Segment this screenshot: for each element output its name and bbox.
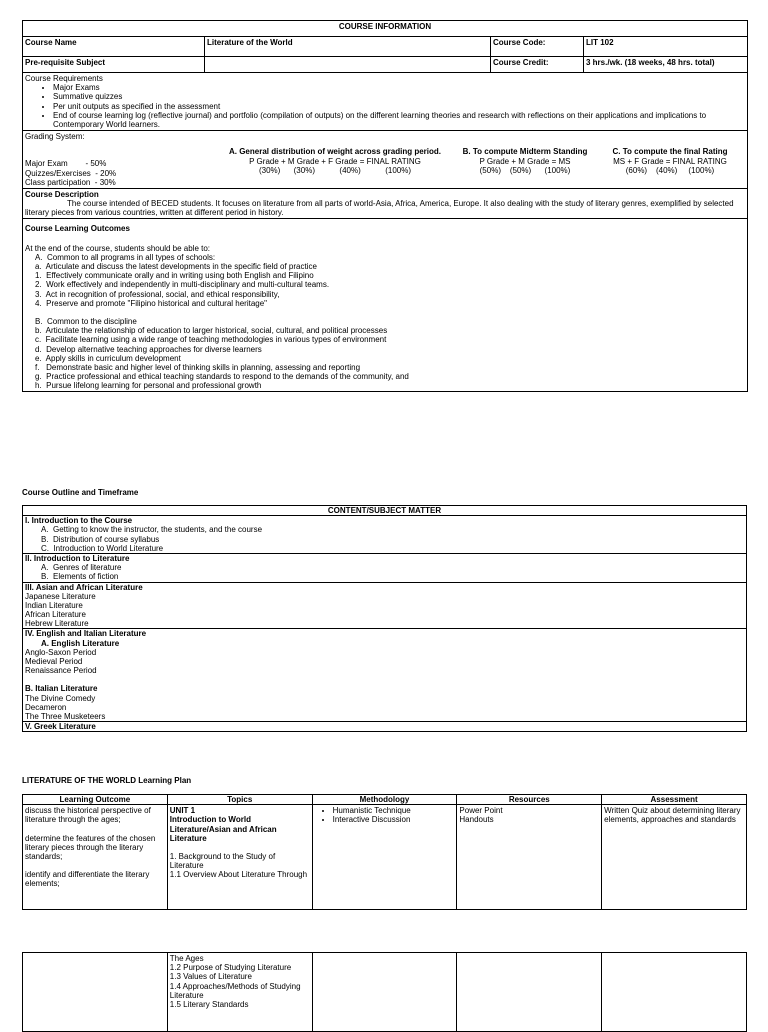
- outcome-item: 1. Effectively communicate orally and in writing using both English and Filipino: [35, 271, 314, 281]
- plan-topics-cell: [167, 953, 312, 1032]
- grading-b-weights: (50%) (50%) (100%): [479, 165, 571, 175]
- prereq-value: [205, 57, 491, 73]
- grading-cell: [23, 131, 748, 189]
- requirements-cell: [23, 73, 748, 131]
- requirement-item: • End of course learning log (reflective journal) and portfolio (compilation of outputs) on the different learning theories and research with reflections on their applications and implications to Contemporary World learners.: [53, 111, 745, 129]
- outline-item: B. Distribution of course syllabus: [41, 534, 160, 544]
- plan-topic-item: 1.1 Overview About Literature Through: [169, 870, 308, 880]
- outline-header: CONTENT/SUBJECT MATTER: [23, 506, 747, 516]
- plan-header-topics: Topics: [167, 795, 312, 805]
- outline-item: Hebrew Literature: [25, 619, 89, 629]
- outline-title: Course Outline and Timeframe: [22, 488, 139, 497]
- course-name-label: Course Name: [23, 37, 205, 57]
- outcome-item: 2. Work effectively and independently in multi-disciplinary and multi-cultural teams.: [35, 280, 330, 290]
- outline-section-title: III. Asian and African Literature: [25, 582, 143, 592]
- description-label: Course Description: [25, 189, 99, 199]
- outcomes-cell: [23, 219, 748, 392]
- outline-section-title: I. Introduction to the Course: [25, 516, 133, 526]
- requirement-item: • Major Exams: [53, 83, 745, 92]
- outcome-item: c. Facilitate learning using a wide range of teaching methodologies in various types of environment: [35, 335, 387, 345]
- grading-a-title: A. General distribution of weight across grading period.: [228, 147, 442, 157]
- plan-method-item: • Humanistic Technique: [333, 806, 455, 815]
- outline-subsection-title: B. Italian Literature: [25, 684, 98, 694]
- description-text: The course intended of BECED students. It focuses on literature from all parts of world-Asia, Africa, America, Europe. It also dealing with the study of literary genres, exemplified by selected literary pieces from various countries, written at different period in history.: [25, 199, 734, 218]
- outline-item: The Divine Comedy: [25, 693, 96, 703]
- outline-section-title: IV. English and Italian Literature: [25, 629, 147, 639]
- grading-c-weights: (60%) (40%) (100%): [625, 165, 715, 175]
- plan-methodology-cell: [312, 953, 457, 1032]
- outcome-item: e. Apply skills in curriculum development: [35, 353, 181, 363]
- grading-b: [455, 147, 595, 187]
- outcome-item: d. Develop alternative teaching approaches for diverse learners: [35, 344, 262, 354]
- plan-table-continued: [22, 952, 747, 1032]
- outline-item: C. Introduction to World Literature: [41, 543, 164, 553]
- outline-section-5: V. Greek Literature: [23, 722, 747, 732]
- outline-section-2: [23, 553, 747, 582]
- plan-resources-cell: [457, 953, 602, 1032]
- plan-header-outcome: Learning Outcome: [23, 795, 168, 805]
- plan-table: [22, 794, 747, 910]
- grading-item: Quizzes/Exercises - 20%: [25, 168, 117, 178]
- grading-a: [215, 147, 455, 187]
- outline-item: Anglo-Saxon Period: [25, 647, 97, 657]
- plan-topic-item: 1.4 Approaches/Methods of Studying Literature: [169, 981, 301, 1000]
- course-code-label: Course Code:: [491, 37, 584, 57]
- plan-methodology-cell: [312, 805, 457, 910]
- course-credit-label: Course Credit:: [491, 57, 584, 73]
- outline-item: African Literature: [25, 610, 86, 620]
- requirement-item: • Per unit outputs as specified in the assessment: [53, 102, 745, 111]
- course-credit-value: 3 hrs./wk. (18 weeks, 48 hrs. total): [584, 57, 748, 73]
- outcome-item: A. Common to all programs in all types of schools:: [35, 252, 216, 262]
- description-cell: [23, 188, 748, 219]
- plan-assessment-cell: [602, 953, 747, 1032]
- course-code-value: LIT 102: [584, 37, 748, 57]
- grading-c-title: C. To compute the final Rating: [612, 147, 728, 157]
- outline-item: Japanese Literature: [25, 591, 96, 601]
- plan-assessment-cell: Written Quiz about determining literary elements, approaches and standards: [602, 805, 747, 910]
- grading-b-formula: P Grade + M Grade = MS: [479, 156, 571, 166]
- requirement-item: • Summative quizzes: [53, 92, 745, 101]
- outline-section-3: [23, 582, 747, 629]
- plan-topics-cell: [167, 805, 312, 910]
- plan-topic-item: 1. Background to the Study of Literature: [169, 851, 276, 871]
- plan-outcome-item: determine the features of the chosen literary pieces through the literary standards;: [25, 833, 156, 861]
- outline-item: The Three Musketeers: [25, 711, 106, 721]
- requirements-list: [25, 83, 745, 129]
- outcome-item: a. Articulate and discuss the latest developments in the specific field of practice: [35, 262, 317, 271]
- outline-item: A. Genres of literature: [41, 563, 122, 573]
- plan-outcome-item: discuss the historical perspective of literature through the ages;: [25, 806, 151, 825]
- grading-c-formula: MS + F Grade = FINAL RATING: [613, 156, 727, 166]
- plan-resource-item: Handouts: [459, 815, 494, 825]
- outline-item: Renaissance Period: [25, 666, 97, 676]
- outline-section-4: [23, 629, 747, 722]
- requirements-label: Course Requirements: [25, 74, 103, 83]
- outline-table: [22, 505, 747, 732]
- plan-outcome-item: identify and differentiate the literary elements;: [25, 870, 150, 889]
- outcome-item: 3. Act in recognition of professional, social, and ethical responsibility,: [35, 289, 280, 299]
- outline-item: B. Elements of fiction: [41, 572, 119, 582]
- grading-a-weights: (30%) (30%) (40%) (100%): [258, 165, 412, 175]
- plan-method-item: • Interactive Discussion: [333, 815, 455, 824]
- outcomes-list-b: [25, 317, 745, 391]
- plan-topic-item: 1.5 Literary Standards: [169, 999, 249, 1009]
- plan-unit-title: Introduction to World Literature/Asian and African Literature: [169, 815, 277, 843]
- grading-c: [595, 147, 745, 187]
- plan-header-resources: Resources: [457, 795, 602, 805]
- outcome-item: B. Common to the discipline: [35, 316, 137, 326]
- plan-resources-cell: [457, 805, 602, 910]
- grading-b-title: B. To compute Midterm Standing: [462, 147, 588, 157]
- outcomes-label: Course Learning Outcomes: [25, 224, 130, 234]
- outcomes-list-a: [25, 253, 745, 308]
- grading-item: Major Exam - 50%: [25, 159, 107, 169]
- outcome-item: g. Practice professional and ethical teaching standards to respond to the demands of the community, and: [35, 372, 409, 382]
- outcome-item: 4. Preserve and promote "Filipino historical and cultural heritage": [35, 298, 268, 308]
- plan-header-assessment: Assessment: [602, 795, 747, 805]
- outline-subsection-title: A. English Literature: [41, 638, 120, 648]
- plan-outcomes-cell: [23, 805, 168, 910]
- grading-a-formula: P Grade + M Grade + F Grade = FINAL RATING: [249, 156, 421, 166]
- course-info-table: [22, 20, 748, 392]
- plan-topic-item: The Ages: [169, 954, 204, 963]
- outline-section-1: [23, 516, 747, 554]
- course-name-value: Literature of the World: [205, 37, 491, 57]
- plan-topic-item: 1.2 Purpose of Studying Literature: [169, 963, 292, 973]
- plan-topic-item: 1.3 Values of Literature: [169, 972, 252, 982]
- plan-title: LITERATURE OF THE WORLD Learning Plan: [22, 776, 192, 785]
- outline-section-title: II. Introduction to Literature: [25, 553, 130, 563]
- grading-item: Class participation - 30%: [25, 177, 116, 187]
- outline-item: Indian Literature: [25, 600, 83, 610]
- outcome-item: f. Demonstrate basic and higher level of thinking skills in planning, assessing and reporting: [35, 362, 361, 372]
- plan-resource-item: Power Point: [459, 806, 503, 816]
- grading-label: Grading System:: [25, 132, 85, 142]
- course-info-header: COURSE INFORMATION: [23, 21, 748, 37]
- plan-outcomes-cell: [23, 953, 168, 1032]
- plan-header-methodology: Methodology: [312, 795, 457, 805]
- outline-item: Decameron: [25, 702, 67, 712]
- outcomes-intro: At the end of the course, students should be able to:: [25, 243, 211, 253]
- outline-item: A. Getting to know the instructor, the students, and the course: [41, 525, 263, 535]
- outcome-item: b. Articulate the relationship of education to larger historical, social, cultural, and political processes: [35, 326, 388, 336]
- grading-weights: [25, 147, 215, 187]
- prereq-label: Pre-requisite Subject: [23, 57, 205, 73]
- plan-unit-label: UNIT 1: [169, 806, 196, 816]
- outcome-item: h. Pursue lifelong learning for personal and professional growth: [35, 381, 262, 391]
- outline-item: Medieval Period: [25, 657, 83, 666]
